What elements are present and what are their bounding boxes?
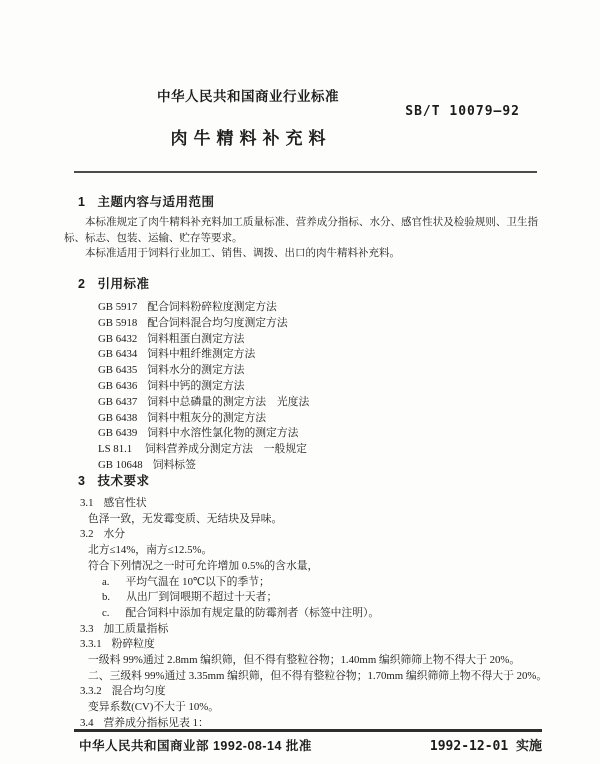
reference-title: 饲料中钙的测定方法 — [147, 379, 245, 392]
reference-code: GB 6434 — [98, 348, 138, 361]
reference-item — [98, 395, 309, 411]
reference-code: GB 6438 — [98, 411, 138, 424]
section-2-title: 引用标准 — [97, 277, 150, 291]
clause-number: 3.3 — [80, 622, 94, 635]
clause-row — [80, 684, 546, 700]
section-2-number: 2 — [78, 277, 86, 291]
reference-item — [98, 300, 309, 316]
section-1-body — [64, 215, 538, 262]
reference-title: 配合饲料混合均匀度测定方法 — [147, 316, 288, 329]
document-title: 肉牛精料补充料 — [170, 129, 332, 148]
section-3-body — [64, 496, 546, 732]
clause-number: 3.1 — [80, 497, 94, 509]
clause-text: 加工质量指标 — [103, 622, 169, 635]
clause-text: 二、三级料 99%通过 3.35mm 编织筛，但不得有整粒谷物；1.70mm 编织筛筛上物不得大于 20%。 — [88, 669, 548, 682]
reference-code: LS 81.1 — [98, 443, 133, 456]
reference-code: GB 5917 — [98, 301, 138, 313]
reference-item — [98, 411, 309, 427]
reference-code: GB 6436 — [98, 379, 138, 392]
section-3-title: 技术要求 — [97, 474, 150, 488]
section-3-number: 3 — [78, 474, 86, 488]
clause-body-row — [88, 559, 546, 575]
reference-item — [98, 347, 309, 363]
intro-paragraph: 本标准规定了肉牛精料补充料加工质量标准、营养成分指标、水分、感官性状及检验规则、卫生指标、标志、包装、运输、贮存等要求。 — [64, 217, 538, 244]
reference-title: 饲料中水溶性氯化物的测定方法 — [147, 427, 299, 440]
clause-number: 3.3.2 — [80, 685, 102, 698]
clause-row — [80, 622, 546, 638]
section-1-title: 主题内容与适用范围 — [97, 195, 215, 209]
clause-body-row — [88, 512, 546, 528]
reference-title: 配合饲料粉碎粒度测定方法 — [147, 301, 277, 313]
clause-text: 色泽一致，无发霉变质、无结块及异味。 — [88, 512, 283, 525]
reference-title: 饲料标签 — [152, 458, 196, 471]
footer-divider — [74, 729, 542, 732]
reference-title: 饲料中总磷量的测定方法 光度法 — [147, 395, 310, 408]
standard-type-heading: 中华人民共和国商业行业标准 — [157, 89, 339, 104]
footer-implementation: 1992-12-01 实施 — [429, 739, 542, 754]
clause-row — [80, 496, 546, 512]
clause-body-row — [88, 543, 546, 559]
reference-title: 饲料中粗纤维测定方法 — [147, 348, 256, 361]
clause-text: 水分 — [103, 528, 126, 541]
reference-title: 饲料营养成分测定方法 一般规定 — [145, 443, 307, 456]
clause-row — [80, 527, 546, 543]
clause-body-row — [88, 669, 546, 685]
clause-text: 感官性状 — [103, 497, 147, 509]
reference-item — [98, 363, 309, 379]
list-item — [102, 590, 546, 606]
footer-approval: 中华人民共和国商业部 1992-08-14 批准 — [79, 739, 312, 753]
reference-code: GB 5918 — [98, 316, 138, 329]
standard-number: SB/T 10079—92 — [405, 104, 520, 119]
reference-code: GB 6439 — [98, 427, 138, 440]
list-item — [102, 606, 546, 622]
reference-item — [98, 316, 309, 332]
section-2-heading — [78, 274, 149, 292]
section-1-number: 1 — [78, 195, 86, 209]
reference-item — [98, 442, 309, 458]
clause-body-row — [88, 700, 546, 716]
list-text: 平均气温在 10℃以下的季节； — [125, 575, 270, 588]
clause-text: 粉碎粒度 — [111, 638, 155, 651]
clause-text: 一级料 99%通过 2.8mm 编织筛，但不得有整粒谷物；1.40mm 编织筛筛上物不得大于 20%。 — [88, 654, 521, 667]
reference-code: GB 6437 — [98, 395, 138, 408]
clause-text: 符合下列情况之一时可允许增加 0.5%的含水量， — [88, 559, 319, 572]
reference-title: 饲料水分的测定方法 — [147, 364, 245, 377]
list-marker: b. — [102, 591, 111, 604]
clause-text: 混合均匀度 — [111, 685, 166, 698]
clause-text: 营养成分指标见表 1： — [103, 716, 209, 729]
reference-item — [98, 379, 309, 395]
clause-body-row — [88, 653, 546, 669]
clause-number: 3.2 — [80, 528, 94, 541]
reference-title: 饲料粗蛋白测定方法 — [147, 332, 245, 345]
clause-text: 北方≤14%，南方≤12.5%。 — [88, 544, 213, 557]
list-text: 从出厂到饲喂期不超过十天者； — [126, 591, 278, 604]
scope-paragraph: 本标准适用于饲料行业加工、销售、调拨、出口的肉牛精料补充料。 — [85, 248, 400, 260]
reference-item — [98, 332, 309, 348]
reference-title: 饲料中粗灰分的测定方法 — [147, 411, 267, 424]
clause-text: 变异系数(CV)不大于 10%。 — [88, 701, 220, 714]
section-3-heading — [78, 471, 149, 489]
reference-code: GB 6435 — [98, 364, 138, 377]
header-divider — [74, 171, 537, 173]
list-text: 配合饲料中添加有规定量的防霉剂者（标签中注明）。 — [125, 606, 380, 619]
reference-item — [98, 426, 309, 442]
reference-code: GB 10648 — [98, 458, 143, 471]
reference-code: GB 6432 — [98, 332, 138, 345]
list-marker: a. — [102, 575, 110, 588]
reference-list — [98, 300, 309, 474]
section-1-heading — [78, 192, 214, 210]
list-item — [102, 575, 546, 591]
clause-row — [80, 637, 546, 653]
clause-number: 3.3.1 — [80, 638, 102, 651]
list-marker: c. — [102, 606, 110, 619]
clause-number: 3.4 — [80, 716, 94, 729]
